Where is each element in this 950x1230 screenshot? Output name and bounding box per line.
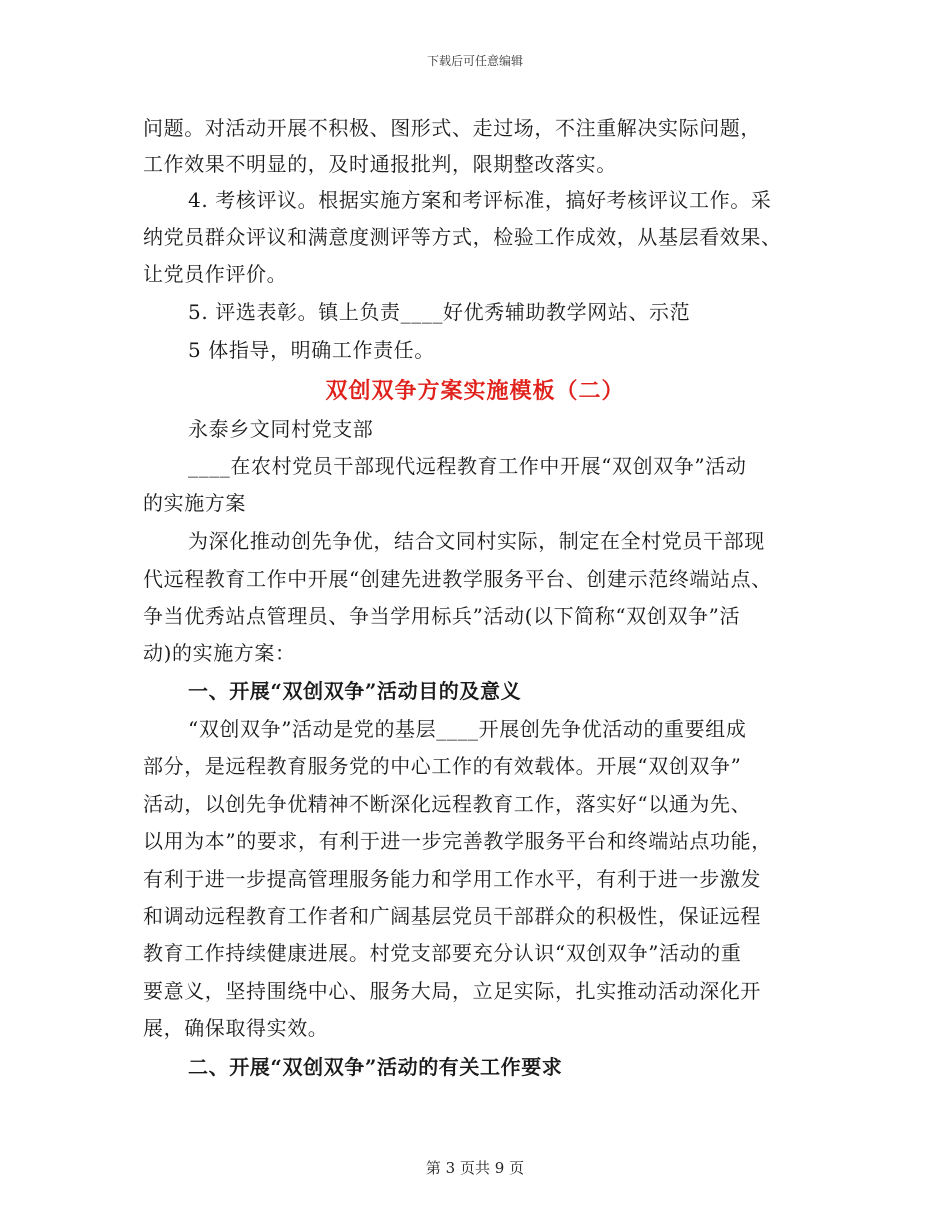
page-header: 下载后可任意编辑 <box>426 54 523 68</box>
text-line: 代远程教育工作中开展“创建先进教学服务平台、创建示范终端站点、 <box>143 567 772 591</box>
heading-2: 二、开展“双创双争”活动的有关工作要求 <box>188 1055 563 1079</box>
text-line: 的实施方案 <box>143 491 246 515</box>
heading-1: 一、开展“双创双争”活动目的及意义 <box>188 679 522 703</box>
text-line: 永泰乡文同村党支部 <box>188 417 374 441</box>
text-line: 5. 评选表彰。镇上负责____好优秀辅助教学网站、示范 <box>188 300 691 324</box>
text-line: 要意义，坚持围绕中心、服务大局，立足实际，扎实推动活动深化开 <box>143 979 761 1003</box>
text-line: 纳党员群众评议和满意度测评等方式，检验工作成效，从基层看效果、 <box>143 225 782 249</box>
text-line: 有利于进一步提高管理服务能力和学用工作水平，有利于进一步激发 <box>143 867 761 891</box>
text-line: 工作效果不明显的，及时通报批判，限期整改落实。 <box>143 152 617 176</box>
page-footer: 第 3 页共 9 页 <box>425 1159 525 1177</box>
text-line: ____在农村党员干部现代远程教育工作中开展“双创双争”活动 <box>188 454 747 478</box>
text-line: 争当优秀站点管理员、争当学用标兵”活动(以下简称“双创双争”活 <box>143 604 741 628</box>
text-line: 5 体指导，明确工作责任。 <box>188 338 435 362</box>
text-line: 问题。对活动开展不积极、图形式、走过场，不注重解决实际问题， <box>143 116 761 140</box>
text-line: 和调动远程教育工作者和广阔基层党员干部群众的积极性，保证远程 <box>143 904 761 928</box>
text-line: 教育工作持续健康进展。村党支部要充分认识“双创双争”活动的重 <box>143 941 742 965</box>
text-line: 动)的实施方案： <box>143 641 296 665</box>
text-line: 部分，是远程教育服务党的中心工作的有效载体。开展“双创双争” <box>143 754 742 778</box>
text-line: 以用为本”的要求，有利于进一步完善教学服务平台和终端站点功能， <box>143 829 772 853</box>
section-title: 双创双争方案实施模板（二） <box>325 378 625 404</box>
text-line: 展，确保取得实效。 <box>143 1016 329 1040</box>
text-line: 活动，以创先争优精神不断深化远程教育工作，落实好“以通为先、 <box>143 792 752 816</box>
text-line: 为深化推动创先争优，结合文同村实际，制定在全村党员干部现 <box>188 529 765 553</box>
text-line: 4. 考核评议。根据实施方案和考评标准，搞好考核评议工作。采 <box>188 188 772 212</box>
text-line: 让党员作评价。 <box>143 262 288 286</box>
text-line: “双创双争”活动是党的基层____开展创先争优活动的重要组成 <box>188 717 747 741</box>
